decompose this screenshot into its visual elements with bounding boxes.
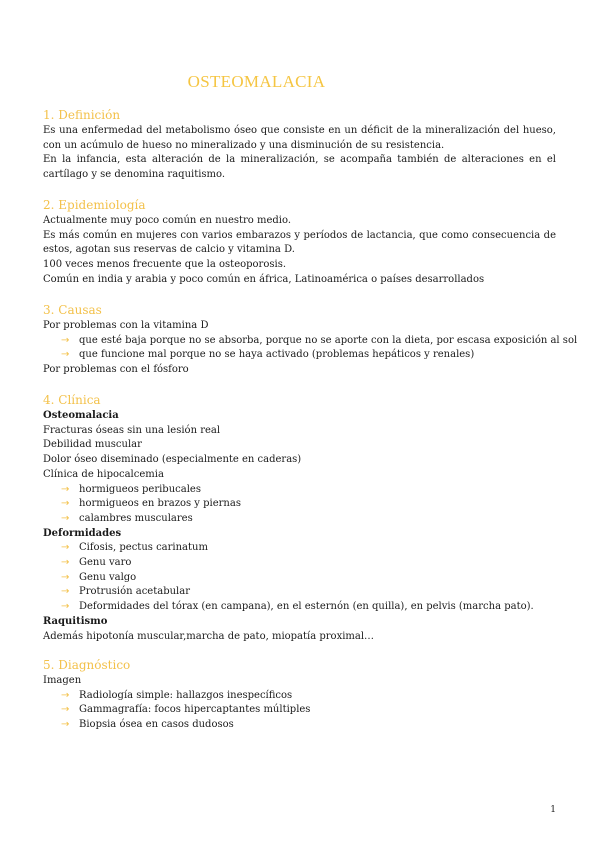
text-line: Clínica de hipocalcemia: [43, 468, 164, 480]
arrow-right-icon: →: [61, 334, 70, 346]
arrow-right-icon: →: [61, 571, 70, 583]
text-line: Fracturas óseas sin una lesión real: [43, 424, 221, 436]
list-item: → Genu valgo: [43, 571, 556, 586]
text-line: Debilidad muscular: [43, 439, 142, 451]
paragraph: Es una enfermedad del metabolismo óseo que consiste en un déficit de la mineralización del hueso, con un acúmulo de hueso no mineralizado y una disminución de su resistencia.: [43, 125, 556, 151]
section-heading: 1. Definición: [43, 108, 121, 122]
document-title: OSTEOMALACIA: [187, 72, 326, 91]
arrow-right-icon: →: [61, 498, 70, 510]
text-line: Actualmente muy poco común en nuestro medio.: [43, 215, 292, 226]
list-item: → calambres musculares: [43, 512, 556, 527]
text-line: Además hipotonía muscular,marcha de pato, miopatía proximal…: [43, 630, 375, 642]
text-line: Imagen: [43, 675, 82, 686]
list-item: → Radiología simple: hallazgos inespecíficos: [43, 689, 556, 704]
list-item: → Genu varo: [43, 556, 556, 571]
section-heading: 4. Clínica: [43, 393, 101, 407]
section-heading: 3. Causas: [43, 303, 102, 317]
arrow-right-icon: →: [61, 704, 70, 716]
list-item: → Protrusión acetabular: [43, 585, 556, 600]
subheading-raquitismo: Raquitismo: [43, 615, 108, 627]
list-item: → Cifosis, pectus carinatum: [43, 541, 556, 556]
subheading-osteomalacia: Osteomalacia: [43, 410, 119, 421]
list-item: → Gammagrafía: focos hipercaptantes múltiples: [43, 703, 556, 718]
arrow-right-icon: →: [61, 542, 70, 554]
section-epidemiologia: [43, 198, 556, 288]
paragraph: Es más común en mujeres con varios embarazos y períodos de lactancia, que como consecuencia de estos, agotan sus reservas de calcio y vitamina D.: [43, 229, 556, 256]
section-heading: 2. Epidemiología: [43, 198, 146, 212]
section-causas: [43, 303, 578, 378]
text-line: Por problemas con la vitamina D: [43, 320, 209, 331]
subheading-deformidades: Deformidades: [43, 527, 122, 539]
arrow-right-icon: →: [61, 586, 70, 598]
arrow-right-icon: →: [61, 512, 70, 524]
list-item: → hormigueos peribucales: [43, 483, 556, 498]
section-diagnostico: [43, 658, 556, 733]
text-line: Por problemas con el fósforo: [43, 364, 189, 376]
arrow-right-icon: →: [61, 689, 70, 701]
section-definicion: [43, 108, 556, 183]
text-line: Dolor óseo diseminado (especialmente en caderas): [43, 454, 302, 466]
list-item: → hormigueos en brazos y piernas: [43, 497, 556, 512]
arrow-right-icon: →: [61, 483, 70, 495]
section-heading: 5. Diagnóstico: [43, 658, 131, 672]
text-line: 100 veces menos frecuente que la osteoporosis.: [43, 259, 286, 271]
list-item: → Deformidades del tórax (en campana), en el esternón (en quilla), en pelvis (marcha pato).: [43, 600, 556, 615]
page-number: 1: [550, 805, 556, 815]
paragraph: En la infancia, esta alteración de la mineralización, se acompaña también de alteraciones en el cartílago y se denomina raquitismo.: [43, 154, 556, 181]
list-item: → Biopsia ósea en casos dudosos: [43, 718, 556, 733]
arrow-right-icon: →: [61, 601, 70, 613]
text-line: Común en india y arabia y poco común en áfrica, Latinoamérica o países desarrollados: [43, 273, 485, 285]
arrow-right-icon: →: [61, 557, 70, 569]
section-clinica: [43, 393, 556, 644]
arrow-right-icon: →: [61, 349, 70, 361]
arrow-right-icon: →: [61, 719, 70, 731]
list-item: → que esté baja porque no se absorba, porque no se aporte con la dieta, por escasa exposición al sol: [43, 334, 556, 349]
list-item: → que funcione mal porque no se haya activado (problemas hepáticos y renales): [43, 348, 556, 363]
